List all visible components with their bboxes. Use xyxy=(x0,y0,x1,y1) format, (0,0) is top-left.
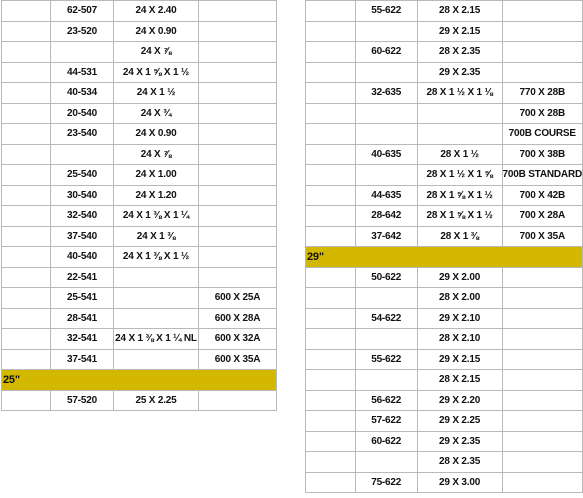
inch-size-cell: 24 X 1 ⅜ xyxy=(114,226,199,247)
table-row xyxy=(306,62,583,83)
inch-size-cell: 29 X 2.35 xyxy=(417,62,502,83)
table-row xyxy=(306,21,583,42)
inch-size-cell xyxy=(417,124,502,145)
french-size-cell xyxy=(502,370,582,391)
inch-size-cell: 24 X 1 ½ xyxy=(114,83,199,104)
etrto-size-cell: 22-541 xyxy=(51,267,114,288)
etrto-size-cell: 37-541 xyxy=(51,349,114,370)
etrto-size-cell: 44-531 xyxy=(51,62,114,83)
inch-size-cell: 24 X ¾ xyxy=(114,103,199,124)
etrto-size-cell: 75-622 xyxy=(355,472,417,493)
etrto-size-cell: 62-507 xyxy=(51,1,114,22)
french-size-cell xyxy=(199,226,277,247)
inch-size-cell xyxy=(114,267,199,288)
etrto-size-cell: 57-622 xyxy=(355,411,417,432)
blank-cell xyxy=(2,329,51,350)
section-label: 29" xyxy=(306,247,583,268)
french-size-cell xyxy=(502,349,582,370)
french-size-cell xyxy=(502,329,582,350)
french-size-cell xyxy=(502,452,582,473)
inch-size-cell: 28 X 1 ⅜ xyxy=(417,226,502,247)
inch-size-cell: 24 X 2.40 xyxy=(114,1,199,22)
blank-cell xyxy=(306,185,356,206)
french-size-cell xyxy=(199,21,277,42)
table-row xyxy=(2,308,277,329)
blank-cell xyxy=(306,370,356,391)
inch-size-cell: 24 X ⅞ xyxy=(114,42,199,63)
french-size-cell: 700B COURSE xyxy=(502,124,582,145)
etrto-size-cell: 40-534 xyxy=(51,83,114,104)
blank-cell xyxy=(306,206,356,227)
blank-cell xyxy=(2,83,51,104)
table-row xyxy=(2,247,277,268)
table-row xyxy=(306,329,583,350)
etrto-size-cell: 60-622 xyxy=(355,431,417,452)
etrto-size-cell: 55-622 xyxy=(355,1,417,22)
table-row xyxy=(306,472,583,493)
french-size-cell: 700 X 35A xyxy=(502,226,582,247)
blank-cell xyxy=(306,83,356,104)
table-row xyxy=(306,370,583,391)
blank-cell xyxy=(2,103,51,124)
french-size-cell xyxy=(502,431,582,452)
table-row xyxy=(306,206,583,227)
etrto-size-cell xyxy=(355,329,417,350)
french-size-cell xyxy=(199,247,277,268)
blank-cell xyxy=(306,21,356,42)
tire-size-table-right xyxy=(305,0,583,493)
blank-cell xyxy=(306,390,356,411)
etrto-size-cell: 25-540 xyxy=(51,165,114,186)
table-row xyxy=(2,390,277,411)
table-row xyxy=(2,42,277,63)
blank-cell xyxy=(306,124,356,145)
french-size-cell xyxy=(502,267,582,288)
blank-cell xyxy=(306,472,356,493)
french-size-cell: 700 X 42B xyxy=(502,185,582,206)
blank-cell xyxy=(2,390,51,411)
blank-cell xyxy=(306,226,356,247)
inch-size-cell: 24 X 0.90 xyxy=(114,21,199,42)
etrto-size-cell xyxy=(355,288,417,309)
blank-cell xyxy=(306,1,356,22)
inch-size-cell: 24 X 1.20 xyxy=(114,185,199,206)
etrto-size-cell: 23-520 xyxy=(51,21,114,42)
french-size-cell xyxy=(502,390,582,411)
blank-cell xyxy=(306,267,356,288)
section-header-row xyxy=(306,247,583,268)
blank-cell xyxy=(2,185,51,206)
inch-size-cell: 24 X 1 ⅜ X 1 ½ xyxy=(114,247,199,268)
etrto-size-cell: 57-520 xyxy=(51,390,114,411)
blank-cell xyxy=(306,42,356,63)
table-row xyxy=(2,21,277,42)
etrto-size-cell: 20-540 xyxy=(51,103,114,124)
blank-cell xyxy=(306,329,356,350)
blank-cell xyxy=(2,21,51,42)
inch-size-cell: 25 X 2.25 xyxy=(114,390,199,411)
inch-size-cell xyxy=(114,308,199,329)
french-size-cell xyxy=(199,1,277,22)
inch-size-cell xyxy=(114,288,199,309)
etrto-size-cell xyxy=(355,165,417,186)
etrto-size-cell: 28-642 xyxy=(355,206,417,227)
blank-cell xyxy=(306,411,356,432)
table-row xyxy=(306,411,583,432)
section-header-row xyxy=(2,370,277,391)
table-row xyxy=(306,103,583,124)
french-size-cell xyxy=(502,288,582,309)
blank-cell xyxy=(2,1,51,22)
etrto-size-cell xyxy=(51,42,114,63)
etrto-size-cell: 25-541 xyxy=(51,288,114,309)
french-size-cell: 600 X 25A xyxy=(199,288,277,309)
french-size-cell xyxy=(199,62,277,83)
etrto-size-cell: 40-540 xyxy=(51,247,114,268)
table-row xyxy=(306,288,583,309)
french-size-cell xyxy=(199,165,277,186)
blank-cell xyxy=(306,62,356,83)
french-size-cell: 700B STANDARD xyxy=(502,165,582,186)
french-size-cell xyxy=(502,42,582,63)
french-size-cell xyxy=(502,1,582,22)
inch-size-cell: 29 X 3.00 xyxy=(417,472,502,493)
french-size-cell xyxy=(502,62,582,83)
inch-size-cell: 29 X 2.15 xyxy=(417,21,502,42)
inch-size-cell: 28 X 2.35 xyxy=(417,452,502,473)
inch-size-cell: 24 X ⅞ xyxy=(114,144,199,165)
inch-size-cell: 29 X 2.25 xyxy=(417,411,502,432)
french-size-cell xyxy=(199,124,277,145)
blank-cell xyxy=(2,349,51,370)
french-size-cell: 700 X 28A xyxy=(502,206,582,227)
inch-size-cell: 24 X 1 ⅜ X 1 ¼ NL xyxy=(114,329,199,350)
etrto-size-cell: 56-622 xyxy=(355,390,417,411)
inch-size-cell: 28 X 1 ½ X 1 ⅝ xyxy=(417,165,502,186)
table-row xyxy=(306,431,583,452)
inch-size-cell: 28 X 2.00 xyxy=(417,288,502,309)
table-row xyxy=(306,452,583,473)
etrto-size-cell: 32-541 xyxy=(51,329,114,350)
inch-size-cell: 29 X 2.20 xyxy=(417,390,502,411)
table-row xyxy=(2,185,277,206)
blank-cell xyxy=(2,206,51,227)
etrto-size-cell xyxy=(355,103,417,124)
blank-cell xyxy=(2,62,51,83)
inch-size-cell: 29 X 2.15 xyxy=(417,349,502,370)
french-size-cell: 700 X 28B xyxy=(502,103,582,124)
table-row xyxy=(306,267,583,288)
inch-size-cell: 24 X 0.90 xyxy=(114,124,199,145)
etrto-size-cell xyxy=(355,21,417,42)
table-row xyxy=(2,329,277,350)
etrto-size-cell: 30-540 xyxy=(51,185,114,206)
table-row xyxy=(2,226,277,247)
etrto-size-cell: 55-622 xyxy=(355,349,417,370)
blank-cell xyxy=(2,267,51,288)
etrto-size-cell: 44-635 xyxy=(355,185,417,206)
etrto-size-cell xyxy=(51,144,114,165)
table-row xyxy=(306,308,583,329)
table-row xyxy=(306,185,583,206)
french-size-cell xyxy=(502,21,582,42)
table-row xyxy=(306,83,583,104)
inch-size-cell: 24 X 1.00 xyxy=(114,165,199,186)
etrto-size-cell: 32-635 xyxy=(355,83,417,104)
table-row xyxy=(306,226,583,247)
table-row xyxy=(2,83,277,104)
inch-size-cell: 28 X 1 ½ xyxy=(417,144,502,165)
inch-size-cell: 29 X 2.10 xyxy=(417,308,502,329)
inch-size-cell: 24 X 1 ⅜ X 1 ¼ xyxy=(114,206,199,227)
inch-size-cell: 28 X 2.15 xyxy=(417,1,502,22)
table-row xyxy=(306,42,583,63)
french-size-cell: 770 X 28B xyxy=(502,83,582,104)
french-size-cell: 600 X 32A xyxy=(199,329,277,350)
blank-cell xyxy=(306,103,356,124)
blank-cell xyxy=(2,308,51,329)
table-row xyxy=(2,349,277,370)
table-row xyxy=(306,124,583,145)
french-size-cell xyxy=(502,308,582,329)
french-size-cell xyxy=(199,42,277,63)
blank-cell xyxy=(2,42,51,63)
etrto-size-cell: 32-540 xyxy=(51,206,114,227)
french-size-cell xyxy=(199,83,277,104)
blank-cell xyxy=(2,247,51,268)
inch-size-cell: 28 X 1 ½ X 1 ⅛ xyxy=(417,83,502,104)
table-row xyxy=(306,165,583,186)
table-row xyxy=(306,1,583,22)
etrto-size-cell xyxy=(355,452,417,473)
table-row xyxy=(306,390,583,411)
table-row xyxy=(2,103,277,124)
blank-cell xyxy=(306,288,356,309)
table-row xyxy=(306,349,583,370)
french-size-cell xyxy=(502,411,582,432)
tire-size-table-left xyxy=(1,0,277,411)
inch-size-cell: 29 X 2.00 xyxy=(417,267,502,288)
inch-size-cell: 28 X 2.15 xyxy=(417,370,502,391)
etrto-size-cell xyxy=(355,370,417,391)
etrto-size-cell: 28-541 xyxy=(51,308,114,329)
blank-cell xyxy=(306,165,356,186)
inch-size-cell: 29 X 2.35 xyxy=(417,431,502,452)
etrto-size-cell: 60-622 xyxy=(355,42,417,63)
inch-size-cell: 28 X 1 ⅝ X 1 ½ xyxy=(417,185,502,206)
etrto-size-cell xyxy=(355,62,417,83)
table-row xyxy=(306,144,583,165)
blank-cell xyxy=(306,452,356,473)
table-row xyxy=(2,288,277,309)
table-row xyxy=(2,62,277,83)
french-size-cell xyxy=(199,103,277,124)
inch-size-cell: 28 X 2.10 xyxy=(417,329,502,350)
inch-size-cell: 24 X 1 ⅝ X 1 ½ xyxy=(114,62,199,83)
blank-cell xyxy=(306,349,356,370)
blank-cell xyxy=(2,124,51,145)
blank-cell xyxy=(2,226,51,247)
etrto-size-cell: 40-635 xyxy=(355,144,417,165)
french-size-cell: 600 X 35A xyxy=(199,349,277,370)
table-row xyxy=(2,267,277,288)
section-label: 25" xyxy=(2,370,277,391)
inch-size-cell: 28 X 2.35 xyxy=(417,42,502,63)
etrto-size-cell: 50-622 xyxy=(355,267,417,288)
french-size-cell xyxy=(199,144,277,165)
french-size-cell xyxy=(502,472,582,493)
etrto-size-cell: 54-622 xyxy=(355,308,417,329)
etrto-size-cell: 37-540 xyxy=(51,226,114,247)
french-size-cell: 700 X 38B xyxy=(502,144,582,165)
blank-cell xyxy=(306,308,356,329)
french-size-cell xyxy=(199,267,277,288)
french-size-cell: 600 X 28A xyxy=(199,308,277,329)
table-row xyxy=(2,1,277,22)
french-size-cell xyxy=(199,390,277,411)
table-row xyxy=(2,165,277,186)
inch-size-cell: 28 X 1 ⅝ X 1 ½ xyxy=(417,206,502,227)
etrto-size-cell: 23-540 xyxy=(51,124,114,145)
table-row xyxy=(2,124,277,145)
inch-size-cell xyxy=(114,349,199,370)
etrto-size-cell xyxy=(355,124,417,145)
inch-size-cell xyxy=(417,103,502,124)
french-size-cell xyxy=(199,185,277,206)
etrto-size-cell: 37-642 xyxy=(355,226,417,247)
blank-cell xyxy=(2,288,51,309)
blank-cell xyxy=(306,431,356,452)
blank-cell xyxy=(2,144,51,165)
blank-cell xyxy=(306,144,356,165)
table-row xyxy=(2,206,277,227)
french-size-cell xyxy=(199,206,277,227)
table-row xyxy=(2,144,277,165)
blank-cell xyxy=(2,165,51,186)
